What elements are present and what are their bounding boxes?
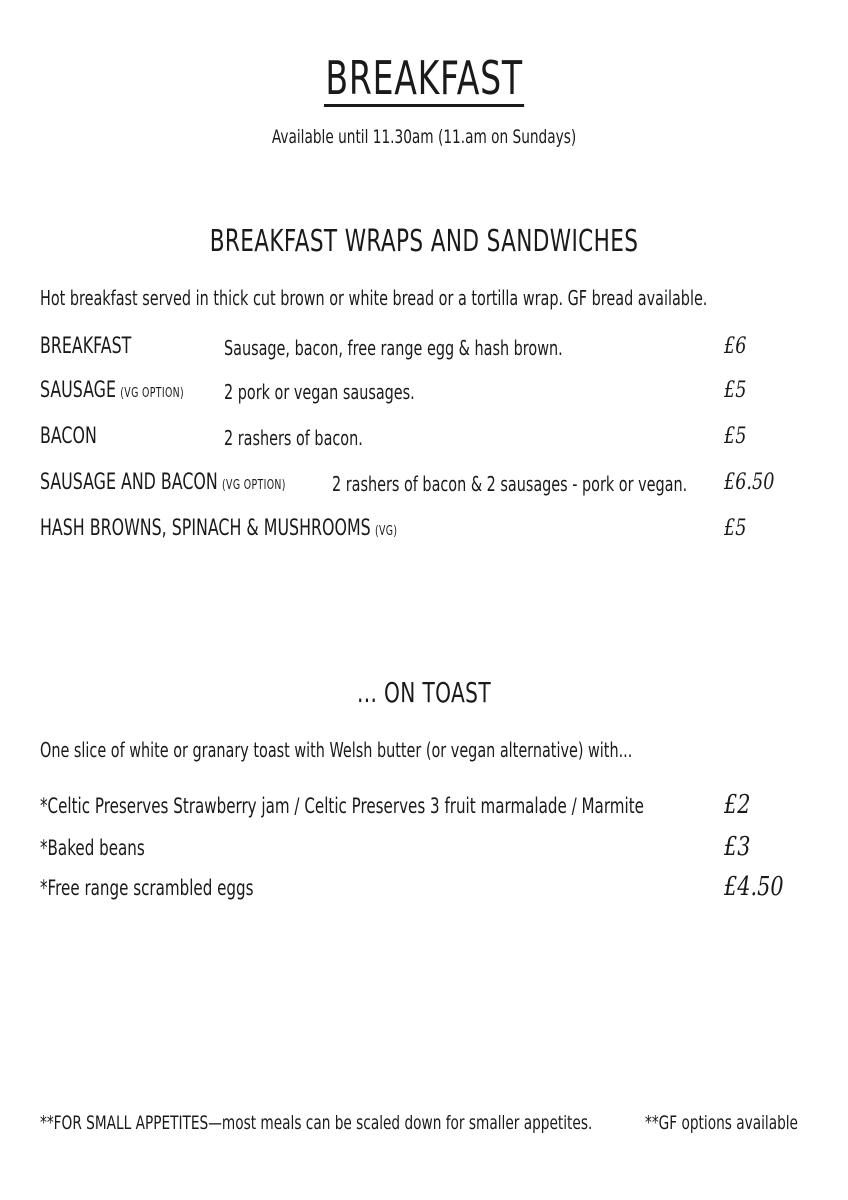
menu-item-title: SAUSAGE <box>40 378 116 403</box>
toast-item: *Baked beans <box>40 836 145 860</box>
toast-item-price: £4.50 <box>724 872 784 902</box>
menu-item-description: Sausage, bacon, free range egg & hash brown. <box>224 336 563 360</box>
menu-item-description: 2 rashers of bacon & 2 sausages - pork or vegan. <box>332 472 688 496</box>
section-description-wraps: Hot breakfast served in thick cut brown or white bread or a tortilla wrap. GF bread available. <box>40 286 708 310</box>
menu-item-price: £5 <box>724 378 747 403</box>
menu-item-title: SAUSAGE AND BACON <box>40 470 218 495</box>
menu-item-price: £5 <box>724 424 747 449</box>
menu-title-text: BREAKFAST <box>325 51 523 105</box>
menu-item-description: 2 rashers of bacon. <box>224 426 363 450</box>
small-appetites-label: **FOR SMALL APPETITES <box>40 1112 209 1134</box>
menu-item-note: (VG) <box>375 524 398 539</box>
menu-item-price: £5 <box>724 516 747 541</box>
menu-item-name <box>40 378 184 403</box>
section-title-toast: ... ON TOAST <box>356 676 492 709</box>
toast-item-price: £3 <box>724 832 751 862</box>
menu-item-name <box>40 334 131 359</box>
section-description-toast: One slice of white or granary toast with Welsh butter (or vegan alternative) with... <box>40 738 633 762</box>
menu-item-price: £6 <box>724 334 747 359</box>
menu-title <box>0 52 848 107</box>
toast-item: *Free range scrambled eggs <box>40 876 254 900</box>
menu-item-name <box>40 424 97 449</box>
menu-item-note: (VG OPTION) <box>120 386 185 401</box>
toast-item: *Celtic Preserves Strawberry jam / Celtic Preserves 3 fruit marmalade / Marmite <box>40 794 644 818</box>
menu-item-name <box>40 470 286 495</box>
toast-item-price: £2 <box>724 790 751 820</box>
menu-item-title: BREAKFAST <box>40 334 132 359</box>
menu-item-title: HASH BROWNS, SPINACH & MUSHROOMS <box>40 516 371 541</box>
menu-item-price: £6.50 <box>724 470 775 495</box>
availability-note: Available until 11.30am (11.am on Sundays) <box>271 126 577 148</box>
menu-item-title: BACON <box>40 424 97 449</box>
menu-item-name <box>40 516 397 541</box>
small-appetites-note <box>40 1112 592 1134</box>
section-title-wraps: BREAKFAST WRAPS AND SANDWICHES <box>209 224 639 259</box>
gf-options-note: **GF options available <box>645 1112 798 1134</box>
menu-item-description: 2 pork or vegan sausages. <box>224 380 415 404</box>
menu-item-note: (VG OPTION) <box>222 478 286 493</box>
small-appetites-text: —most meals can be scaled down for smaller appetites. <box>208 1112 593 1134</box>
